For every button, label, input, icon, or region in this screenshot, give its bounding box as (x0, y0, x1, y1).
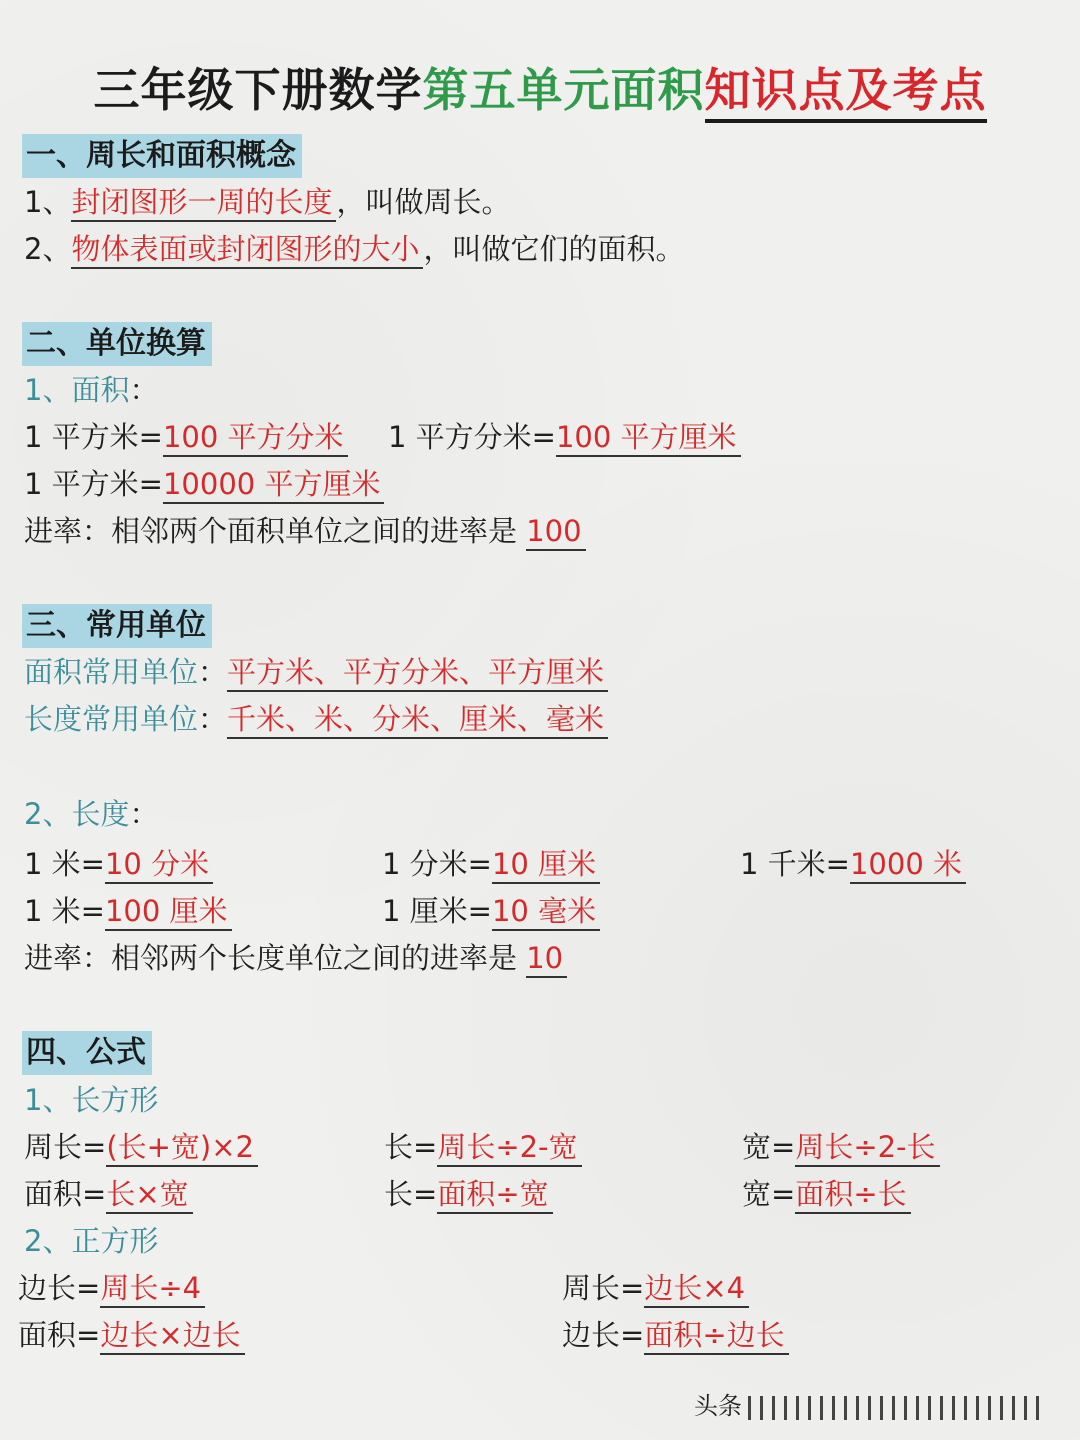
formula-square-perimeter (562, 1268, 749, 1308)
formula-rect-width-from-perimeter (742, 1127, 940, 1167)
rate-value: 100 (526, 514, 585, 551)
subheading-label: 1、长方形 (24, 1083, 159, 1117)
conversion-left: 1 厘米= (382, 894, 492, 928)
rate-value: 10 (526, 941, 567, 978)
conversion-left: 1 平方米= (24, 467, 163, 501)
concept-line-area (24, 229, 684, 269)
formula-rect-length-from-area (384, 1174, 553, 1214)
formula-left: 边长= (562, 1318, 645, 1352)
subheading-label: 2、长度 (24, 797, 130, 831)
section-header-concepts: 一、周长和面积概念 (22, 134, 302, 178)
conversion-left: 1 平方分米= (388, 420, 556, 454)
line-suffix: ，叫做它们的面积。 (423, 232, 685, 266)
subheading-square (24, 1221, 158, 1261)
units-label: 长度常用单位 (24, 702, 199, 736)
page-title (0, 54, 1080, 120)
formula-left: 宽= (742, 1177, 796, 1211)
formula-right: 周长÷2-宽 (437, 1130, 581, 1167)
rate-text: 进率：相邻两个面积单位之间的进率是 (24, 514, 527, 548)
concept-line-perimeter (24, 182, 510, 222)
formula-right: 周长÷4 (100, 1271, 205, 1308)
conversion-answer: 100 平方厘米 (556, 420, 741, 457)
area-rate-line (24, 511, 586, 551)
conversion-answer: 10 厘米 (492, 847, 600, 884)
formula-right: 长×宽 (106, 1177, 192, 1214)
formula-right: 周长÷2-长 (795, 1130, 939, 1167)
watermark-barcode-icon (748, 1393, 1048, 1421)
conversion-cm-mm (382, 891, 600, 931)
formula-left: 面积= (24, 1177, 107, 1211)
formula-square-side-from-area (562, 1315, 789, 1355)
formula-rect-width-from-area (742, 1174, 911, 1214)
section-header-common-units: 三、常用单位 (22, 604, 212, 648)
conversion-left: 1 平方米= (24, 420, 163, 454)
section-header-unit-conversion: 二、单位换算 (22, 322, 212, 366)
title-part-3: 知识点及考点 (705, 63, 987, 123)
watermark (694, 1386, 1048, 1421)
subheading-rectangle (24, 1080, 158, 1120)
formula-right: 边长×边长 (100, 1318, 244, 1355)
conversion-km-m (740, 844, 966, 884)
conversion-sqm-sqdm (24, 417, 348, 457)
conversion-left: 1 米= (24, 894, 105, 928)
formula-left: 面积= (18, 1318, 101, 1352)
conversion-left: 1 米= (24, 847, 105, 881)
formula-right: 面积÷宽 (437, 1177, 552, 1214)
colon: ： (129, 373, 159, 407)
colon: ： (198, 655, 228, 689)
conversion-m-dm (24, 844, 213, 884)
conversion-answer: 100 厘米 (105, 894, 232, 931)
conversion-answer: 100 平方分米 (163, 420, 348, 457)
perimeter-definition: 封闭图形一周的长度 (71, 185, 336, 222)
formula-right: 边长×4 (644, 1271, 749, 1308)
watermark-text: 头条 (694, 1392, 742, 1420)
conversion-sqm-sqcm (24, 464, 384, 504)
subheading-length (24, 794, 158, 834)
title-part-2: 第五单元面积 (422, 63, 705, 117)
subheading-label: 2、正方形 (24, 1224, 159, 1258)
formula-left: 长= (384, 1177, 438, 1211)
formula-square-side-from-perimeter (18, 1268, 205, 1308)
formula-left: 长= (384, 1130, 438, 1164)
conversion-answer: 1000 米 (850, 847, 966, 884)
line-number: 1、 (24, 185, 72, 219)
common-length-units (24, 699, 608, 739)
formula-right: 面积÷边长 (644, 1318, 788, 1355)
conversion-dm-cm (382, 844, 600, 884)
title-part-1: 三年级下册数学 (93, 63, 423, 117)
conversion-left: 1 千米= (740, 847, 850, 881)
formula-rect-length-from-perimeter (384, 1127, 582, 1167)
section-header-formulas: 四、公式 (22, 1031, 152, 1075)
units-label: 面积常用单位 (24, 655, 199, 689)
formula-right: 面积÷长 (795, 1177, 910, 1214)
formula-left: 边长= (18, 1271, 101, 1305)
rate-text: 进率：相邻两个长度单位之间的进率是 (24, 941, 527, 975)
formula-rect-perimeter (24, 1127, 258, 1167)
conversion-answer: 10000 平方厘米 (163, 467, 384, 504)
formula-right: (长+宽)×2 (106, 1130, 258, 1167)
subheading-label: 1、面积 (24, 373, 130, 407)
subheading-area (24, 370, 158, 410)
conversion-answer: 10 分米 (105, 847, 213, 884)
conversion-left: 1 分米= (382, 847, 492, 881)
length-units-list: 千米、米、分米、厘米、毫米 (227, 702, 608, 739)
formula-left: 周长= (24, 1130, 107, 1164)
length-rate-line (24, 938, 567, 978)
line-number: 2、 (24, 232, 72, 266)
conversion-m-cm (24, 891, 232, 931)
colon: ： (198, 702, 228, 736)
formula-square-area (18, 1315, 245, 1355)
formula-rect-area (24, 1174, 193, 1214)
colon: ： (129, 797, 159, 831)
conversion-sqdm-sqcm (388, 417, 741, 457)
common-area-units (24, 652, 608, 692)
formula-left: 周长= (562, 1271, 645, 1305)
formula-left: 宽= (742, 1130, 796, 1164)
area-definition: 物体表面或封闭图形的大小 (71, 232, 423, 269)
area-units-list: 平方米、平方分米、平方厘米 (227, 655, 608, 692)
conversion-answer: 10 毫米 (492, 894, 600, 931)
line-suffix: ，叫做周长。 (336, 185, 511, 219)
